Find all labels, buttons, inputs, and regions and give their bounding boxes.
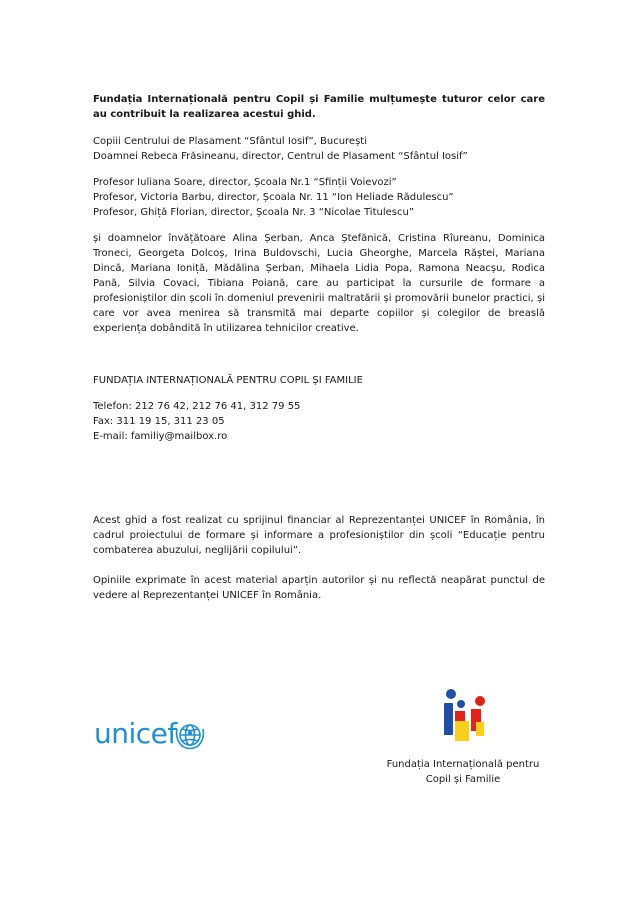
organization-name: FUNDAȚIA INTERNAȚIONALĂ PENTRU COPIL ȘI FAMILIE: [93, 375, 363, 386]
email-line: E-mail: familiy@mailbox.ro: [93, 431, 228, 442]
logo-dot-red: [475, 696, 485, 706]
contact-block: [93, 373, 545, 444]
fic-caption-line: Copil și Familie: [425, 774, 501, 785]
fic-caption-line: Fundația Internațională pentru: [386, 759, 540, 770]
acknowledgements-section: [93, 92, 545, 336]
thanks-line: Doamnei Rebeca Frăsineanu, director, Centrul de Plasament “Sfântul Iosif”: [93, 151, 468, 162]
unicef-globe-icon: [174, 721, 206, 751]
unicef-wordmark: unicef: [94, 717, 177, 750]
teachers-paragraph: și doamnelor învățătoare Alina Șerban, Anca Ștefănică, Cristina Rîureanu, Dominica Troneci, Georgeta Dolcoș, Irina Buldovschi, Lucia Gheorghe, Marcela Răștei, Mariana Dincă, Mariana Ioniță, Mădălina Șerban, Mihaela Lidia Popa, Ramona Neacșu, Rodica Pană, Silvia Covaci, Tibiana Poiană, care au participat la cursurile de formare a profesioniștilor din școli în domeniul prevenirii maltratării și promovării bunelor practici, și care vor avea menirea să transmită mai departe copiilor și colegilor de breaslă experiența dobândită în utilizarea tehnicilor creative.: [93, 233, 545, 334]
logo-bar-yellow: [455, 721, 469, 741]
phone-line: Telefon: 212 76 42, 212 76 41, 312 79 55: [93, 401, 301, 412]
logo-dot-blue-small: [457, 700, 465, 708]
acknowledgement-intro: Fundația Internațională pentru Copil și Familie mulțumește tuturor celor care au contribuit la realizarea acestui ghid.: [93, 94, 545, 120]
thanks-line: Copiii Centrului de Plasament “Sfântul Iosif”, București: [93, 136, 367, 147]
unicef-logo: [94, 717, 214, 753]
fic-logo: [442, 688, 490, 748]
logo-dot-blue: [446, 689, 456, 699]
thanks-line: Profesor, Ghiță Florian, director, Școala Nr. 3 “Nicolae Titulescu”: [93, 207, 415, 218]
disclaimer-note: Opiniile exprimate în acest material aparțin autorilor și nu reflectă neapărat punctul de vedere al Reprezentanței UNICEF în România.: [93, 575, 545, 601]
notes-block: [93, 513, 545, 603]
thanks-line: Profesor, Victoria Barbu, director, Școala Nr. 11 “Ion Heliade Rădulescu”: [93, 192, 454, 203]
fic-logo-caption: [378, 757, 548, 787]
funding-note: Acest ghid a fost realizat cu sprijinul financiar al Reprezentanței UNICEF în România, în cadrul proiectului de formare și informare a profesioniștilor din școli “Educație pentru combaterea abuzului, neglijării copilului”.: [93, 515, 545, 556]
thanks-line: Profesor Iuliana Soare, director, Școala Nr.1 “Sfinții Voievozi”: [93, 177, 397, 188]
logo-bar-blue: [444, 703, 453, 735]
logo-bar-yellow-right: [476, 722, 484, 736]
fax-line: Fax: 311 19 15, 311 23 05: [93, 416, 225, 427]
